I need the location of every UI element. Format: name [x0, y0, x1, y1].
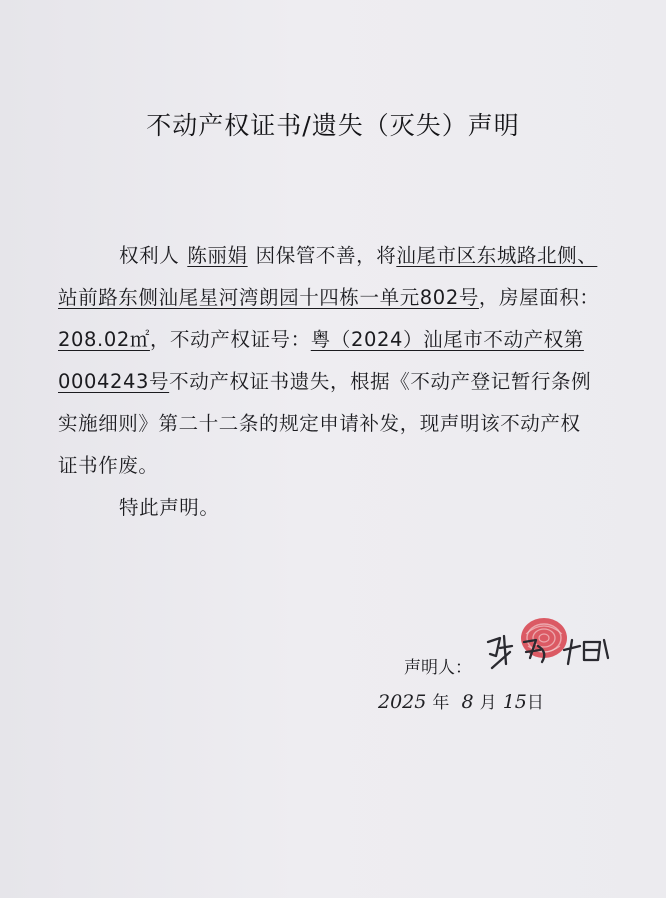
body-line-2	[58, 282, 600, 310]
body-line-3	[58, 324, 584, 352]
body-line-1	[119, 240, 597, 268]
date-day-unit: 日	[526, 693, 544, 713]
area-label: ，房屋面积：	[478, 286, 600, 309]
signer-label: 声明人：	[404, 658, 472, 678]
date-year: 2025	[378, 691, 427, 713]
loss-statement: 不动产权证书遗失，根据《不动产登记暂行条例	[169, 370, 592, 393]
closing-line: 特此声明。	[119, 496, 220, 519]
date-year-unit: 年	[432, 693, 450, 713]
cert-label: ，不动产权证号：	[149, 328, 311, 351]
owner-label: 权利人	[119, 244, 180, 267]
body-line-4	[58, 366, 591, 394]
address-part-2: 站前路东侧汕尾星河湾朗园十四栋一单元802号	[58, 286, 479, 309]
void-statement: 证书作废。	[58, 454, 159, 477]
date-day: 15	[502, 691, 527, 713]
handwritten-date	[378, 688, 544, 713]
body-line-6	[58, 450, 159, 478]
regulation-text: 实施细则》第二十二条的规定申请补发，现声明该不动产权	[58, 412, 581, 435]
address-part-1: 汕尾市区东城路北侧、	[396, 244, 598, 267]
cert-number-part-2: 0004243号	[58, 370, 170, 393]
handwritten-signature-with-fingerprint	[480, 612, 615, 682]
date-month-unit: 月	[479, 693, 497, 713]
reason-text: 因保管不善，将	[255, 244, 397, 267]
document-title: 不动产权证书/遗失（灭失）声明	[146, 111, 520, 140]
owner-name: 陈丽娟	[187, 244, 248, 267]
body-line-5	[58, 408, 581, 436]
house-area: 208.02㎡	[58, 328, 150, 351]
cert-number-part-1: 粤（2024）汕尾市不动产权第	[310, 328, 584, 351]
date-month: 8	[461, 691, 474, 713]
